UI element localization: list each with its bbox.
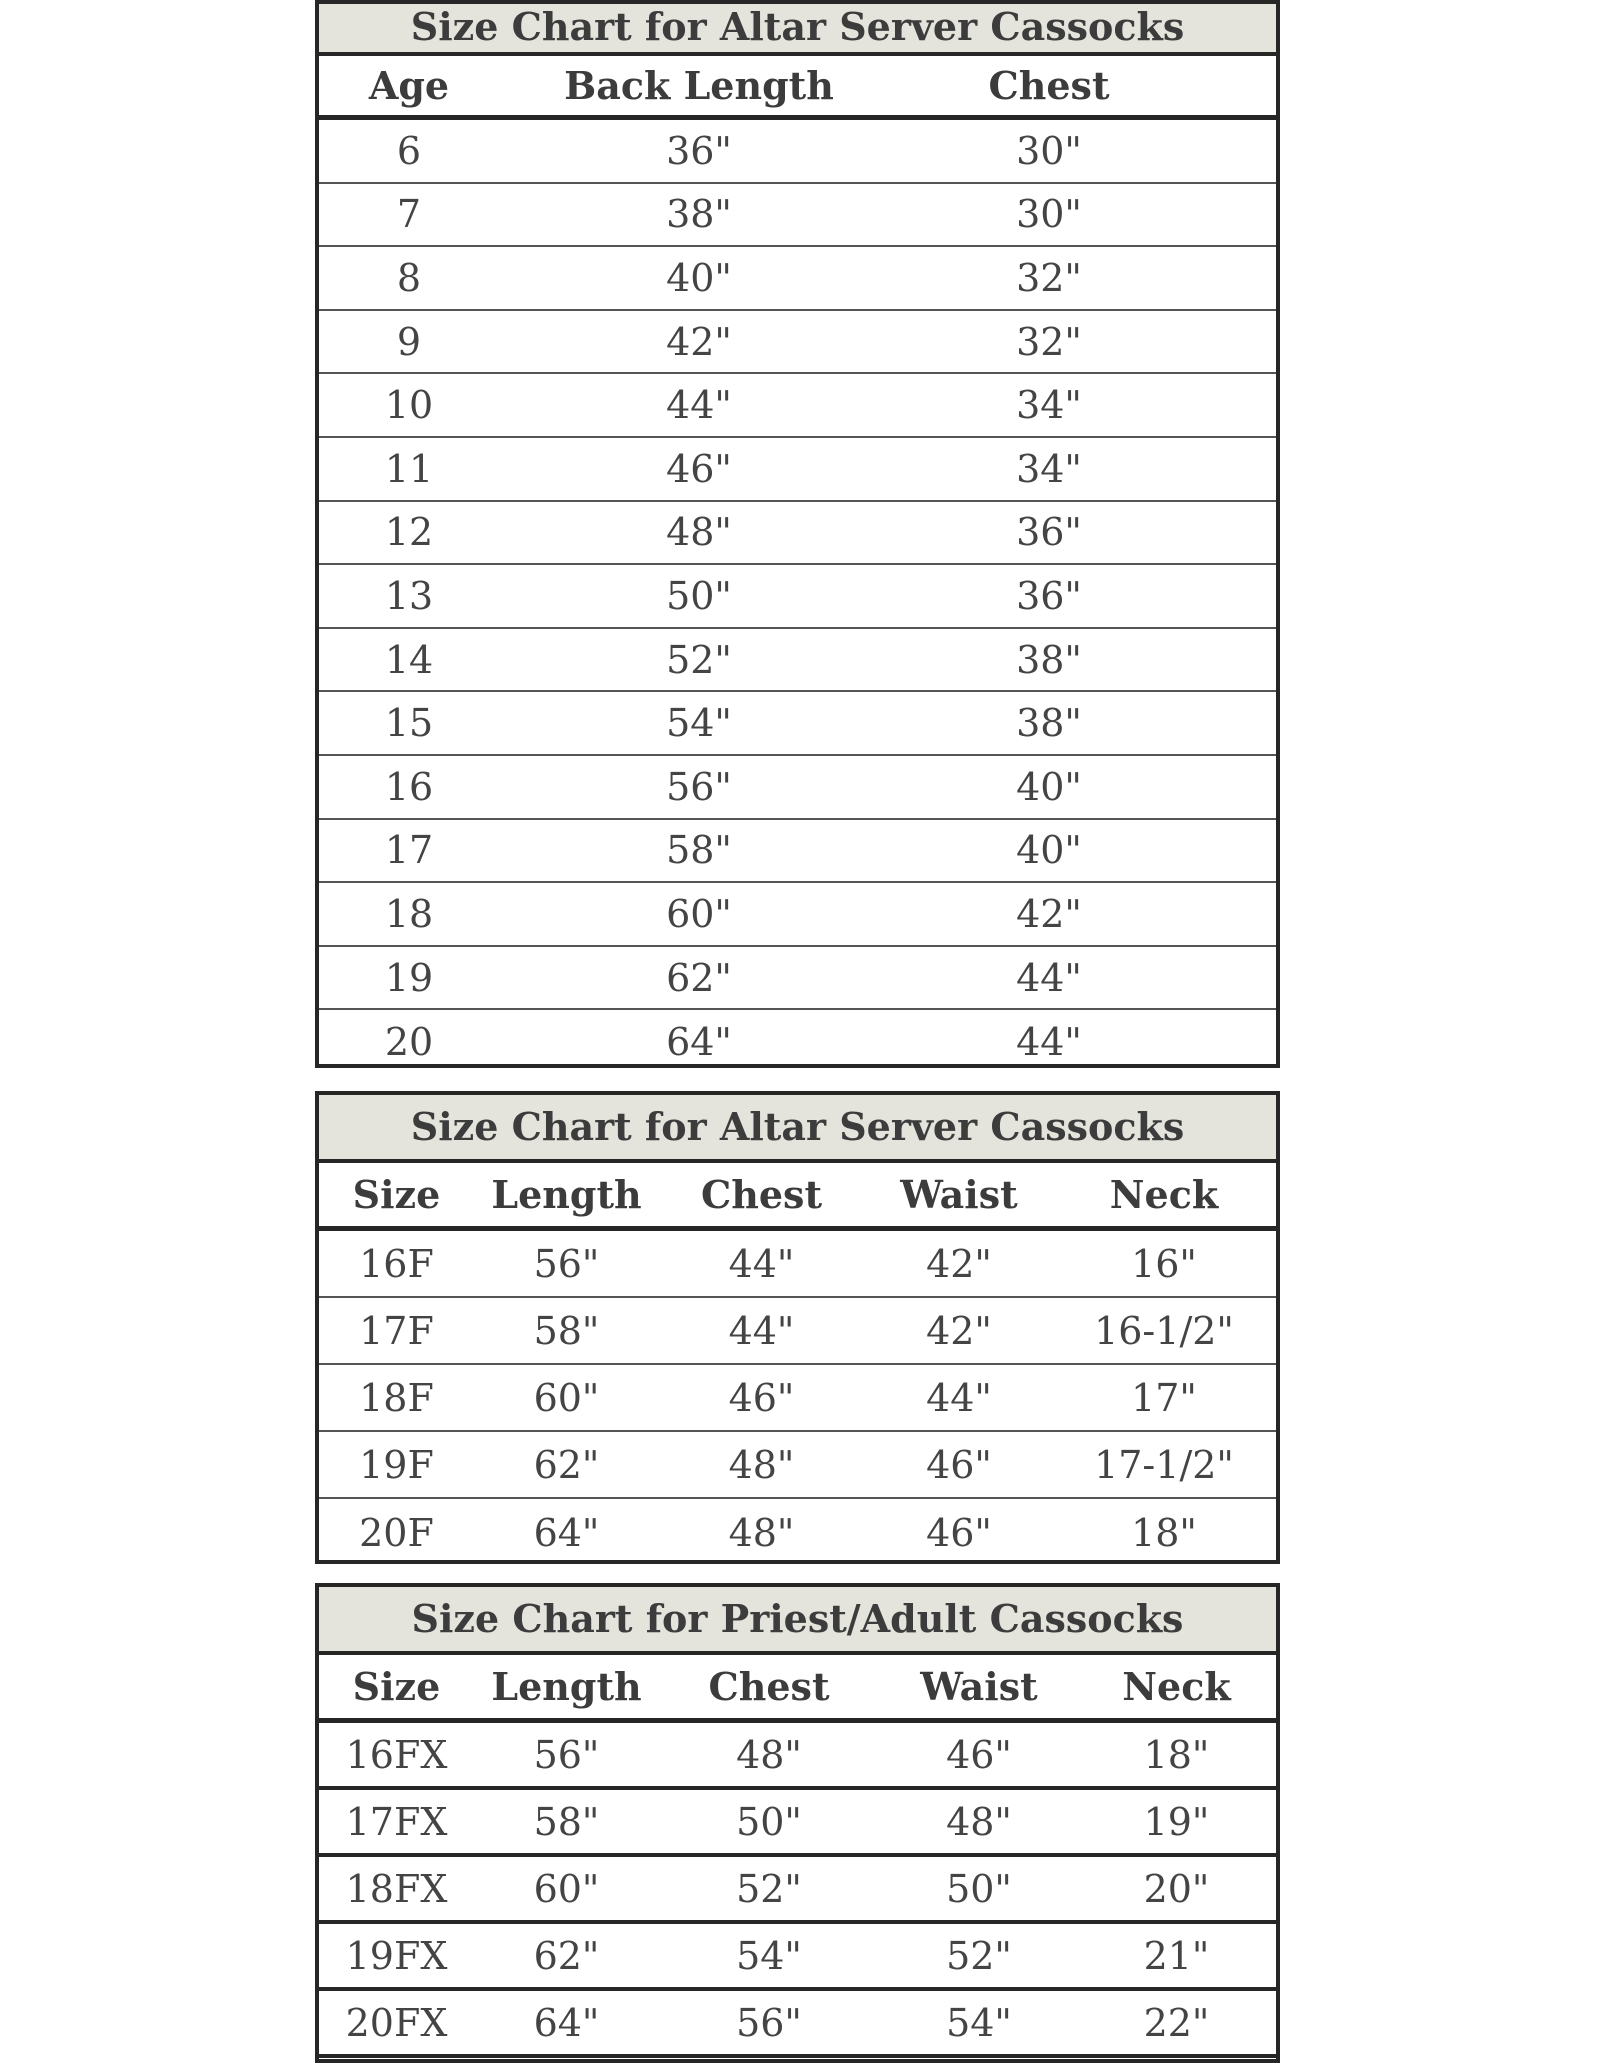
cell-chest: 44": [1016, 1020, 1082, 1065]
cell-age: 20: [384, 1020, 434, 1065]
header-size: Size: [352, 1172, 441, 1217]
header-neck: Neck: [1109, 1172, 1219, 1217]
table-row: [319, 374, 1276, 438]
cell-neck: 20": [1143, 1866, 1210, 1911]
cell-waist: 46": [946, 1732, 1012, 1777]
cell-back-length: 36": [666, 128, 732, 173]
cell-waist: 44": [926, 1375, 992, 1420]
cell-back-length: 48": [666, 510, 732, 555]
cell-length: 64": [533, 2000, 600, 2045]
cell-waist: 54": [946, 2000, 1012, 2045]
chart-title: Size Chart for Priest/Adult Cassocks: [319, 1587, 1276, 1655]
altar-server-size-chart: [315, 1091, 1280, 1564]
table-row: [319, 692, 1276, 756]
header-chest: Chest: [701, 1172, 822, 1217]
cell-age: 12: [384, 510, 434, 555]
cell-neck: 22": [1143, 2000, 1210, 2045]
cell-size: 18F: [359, 1375, 434, 1420]
cell-waist: 52": [946, 1933, 1012, 1978]
cell-age: 8: [396, 255, 422, 300]
cell-length: 56": [533, 1241, 600, 1286]
cell-back-length: 40": [666, 255, 732, 300]
cell-age: 16: [384, 764, 434, 809]
table-row: [319, 1231, 1276, 1298]
cell-length: 60": [533, 1375, 600, 1420]
cell-chest: 32": [1016, 255, 1082, 300]
cell-waist: 50": [946, 1866, 1012, 1911]
cell-chest: 34": [1016, 446, 1082, 491]
cell-neck: 16": [1131, 1241, 1197, 1286]
header-waist: Waist: [900, 1172, 1018, 1217]
cell-chest: 54": [736, 1933, 802, 1978]
cell-back-length: 42": [666, 319, 732, 364]
cell-chest: 42": [1016, 891, 1082, 936]
table-row: [319, 629, 1276, 693]
header-chest: Chest: [708, 1664, 830, 1709]
table-row: [319, 184, 1276, 248]
cell-chest: 38": [1016, 637, 1082, 682]
cell-waist: 46": [926, 1510, 992, 1555]
cell-size: 16FX: [345, 1732, 448, 1777]
cell-size: 17F: [359, 1308, 434, 1353]
header-neck: Neck: [1122, 1664, 1231, 1709]
cell-chest: 38": [1016, 701, 1082, 746]
cell-size: 16F: [359, 1241, 434, 1286]
cell-age: 17: [384, 828, 434, 873]
cell-chest: 48": [728, 1510, 795, 1555]
table-row: [319, 565, 1276, 629]
cell-chest: 56": [736, 2000, 802, 2045]
cell-back-length: 54": [666, 701, 732, 746]
table-body: [319, 1231, 1276, 1566]
cell-chest: 44": [728, 1241, 795, 1286]
cell-size: 19FX: [345, 1933, 448, 1978]
cell-waist: 42": [926, 1308, 992, 1353]
table-row: [319, 1365, 1276, 1432]
cell-age: 10: [384, 383, 434, 428]
cell-chest: 30": [1016, 128, 1082, 173]
table-row: [319, 247, 1276, 311]
cell-age: 13: [384, 573, 434, 618]
cell-age: 7: [396, 192, 422, 237]
priest-adult-size-chart: [315, 1583, 1280, 2063]
header-waist: Waist: [920, 1664, 1038, 1709]
header-age: Age: [368, 63, 450, 108]
cell-neck: 16-1/2": [1094, 1308, 1234, 1353]
table-row: [319, 1499, 1276, 1566]
table-row: [319, 1298, 1276, 1365]
header-row: [319, 1163, 1276, 1231]
table-body: [319, 120, 1276, 1074]
table-row: [319, 756, 1276, 820]
cell-chest: 30": [1016, 192, 1082, 237]
table-row: [319, 1432, 1276, 1499]
table-row: [319, 1723, 1276, 1790]
cell-back-length: 60": [666, 891, 732, 936]
cell-back-length: 44": [666, 383, 732, 428]
cell-length: 64": [533, 1510, 600, 1555]
cell-neck: 18": [1143, 1732, 1210, 1777]
cell-chest: 44": [728, 1308, 795, 1353]
cell-back-length: 50": [666, 573, 732, 618]
header-chest: Chest: [988, 63, 1110, 108]
header-row: [319, 56, 1276, 120]
cell-length: 62": [533, 1933, 600, 1978]
table-row: [319, 1857, 1276, 1924]
cell-age: 9: [396, 319, 422, 364]
table-row: [319, 947, 1276, 1011]
cell-chest: 48": [728, 1442, 795, 1487]
header-length: Length: [491, 1172, 642, 1217]
cell-back-length: 56": [666, 764, 732, 809]
cell-back-length: 62": [666, 955, 732, 1000]
cell-chest: 52": [736, 1866, 802, 1911]
table-row: [319, 1790, 1276, 1857]
header-row: [319, 1655, 1276, 1723]
cell-waist: 42": [926, 1241, 992, 1286]
cell-chest: 36": [1016, 510, 1082, 555]
cell-neck: 17": [1131, 1375, 1197, 1420]
cell-size: 18FX: [345, 1866, 448, 1911]
header-length: Length: [491, 1664, 642, 1709]
cell-chest: 48": [736, 1732, 802, 1777]
cell-chest: 34": [1016, 383, 1082, 428]
cell-back-length: 58": [666, 828, 732, 873]
table-row: [319, 120, 1276, 184]
cell-length: 56": [533, 1732, 600, 1777]
cell-age: 19: [384, 955, 434, 1000]
table-row: [319, 502, 1276, 566]
cell-waist: 48": [946, 1799, 1012, 1844]
cell-chest: 50": [736, 1799, 802, 1844]
cell-length: 58": [533, 1799, 600, 1844]
table-row: [319, 438, 1276, 502]
cell-size: 20F: [359, 1510, 434, 1555]
table-row: [319, 820, 1276, 884]
cell-back-length: 46": [666, 446, 732, 491]
cell-age: 15: [384, 701, 434, 746]
cell-length: 62": [533, 1442, 600, 1487]
cell-neck: 19": [1143, 1799, 1210, 1844]
chart-title: Size Chart for Altar Server Cassocks: [319, 1095, 1276, 1163]
cell-chest: 40": [1016, 828, 1082, 873]
cell-chest: 44": [1016, 955, 1082, 1000]
cell-length: 58": [533, 1308, 600, 1353]
cell-age: 14: [384, 637, 434, 682]
cell-size: 19F: [359, 1442, 434, 1487]
altar-server-age-size-chart: [315, 0, 1280, 1068]
cell-size: 20FX: [345, 2000, 448, 2045]
cell-age: 11: [384, 446, 434, 491]
cell-age: 18: [384, 891, 434, 936]
cell-chest: 36": [1016, 573, 1082, 618]
cell-neck: 21": [1143, 1933, 1210, 1978]
table-row: [319, 1010, 1276, 1074]
cell-size: 17FX: [345, 1799, 448, 1844]
cell-chest: 46": [728, 1375, 795, 1420]
table-row: [319, 883, 1276, 947]
cell-chest: 32": [1016, 319, 1082, 364]
cell-neck: 17-1/2": [1094, 1442, 1234, 1487]
cell-neck: 18": [1131, 1510, 1197, 1555]
header-back-length: Back Length: [564, 63, 834, 108]
header-size: Size: [352, 1664, 441, 1709]
table-body: [319, 1723, 1276, 2058]
table-row: [319, 311, 1276, 375]
cell-age: 6: [396, 128, 422, 173]
cell-back-length: 38": [666, 192, 732, 237]
cell-length: 60": [533, 1866, 600, 1911]
cell-chest: 40": [1016, 764, 1082, 809]
cell-waist: 46": [926, 1442, 992, 1487]
chart-title: Size Chart for Altar Server Cassocks: [319, 4, 1276, 56]
cell-back-length: 52": [666, 637, 732, 682]
table-row: [319, 1924, 1276, 1991]
cell-back-length: 64": [666, 1020, 732, 1065]
